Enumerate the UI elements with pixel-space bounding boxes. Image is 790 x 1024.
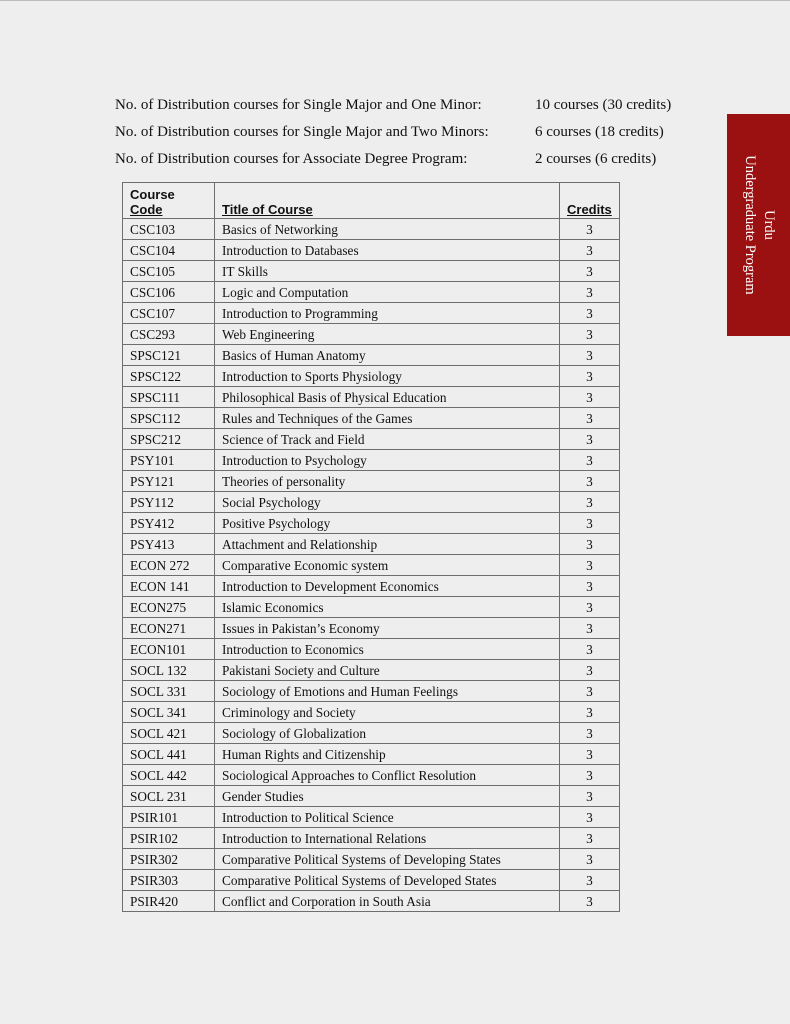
course-credits-cell: 3 [560,807,620,828]
course-credits-cell: 3 [560,303,620,324]
course-credits-cell: 3 [560,408,620,429]
table-row [123,744,620,765]
table-row [123,303,620,324]
table-row [123,261,620,282]
course-title-cell: Basics of Networking [215,219,560,240]
course-credits-cell: 3 [560,723,620,744]
course-title-cell: Criminology and Society [215,702,560,723]
table-row [123,555,620,576]
course-credits-cell: 3 [560,261,620,282]
course-code-cell: PSY112 [123,492,215,513]
summary-label: No. of Distribution courses for Single Major and One Minor: [115,97,482,113]
course-title-cell: Pakistani Society and Culture [215,660,560,681]
course-title-cell: IT Skills [215,261,560,282]
course-code-cell: PSIR303 [123,870,215,891]
course-code-cell: SOCL 421 [123,723,215,744]
table-row [123,702,620,723]
course-code-cell: PSY413 [123,534,215,555]
table-row [123,891,620,912]
header-credits-text: Credits [567,202,612,217]
course-title-cell: Introduction to Sports Physiology [215,366,560,387]
course-code-cell: CSC103 [123,219,215,240]
course-title-cell: Science of Track and Field [215,429,560,450]
course-credits-cell: 3 [560,471,620,492]
course-credits-cell: 3 [560,597,620,618]
table-row [123,387,620,408]
course-title-cell: Social Psychology [215,492,560,513]
course-code-cell: CSC107 [123,303,215,324]
course-title-cell: Human Rights and Citizenship [215,744,560,765]
course-code-cell: SPSC121 [123,345,215,366]
course-credits-cell: 3 [560,681,620,702]
course-code-cell: CSC105 [123,261,215,282]
course-code-cell: CSC293 [123,324,215,345]
course-title-cell: Logic and Computation [215,282,560,303]
table-row [123,828,620,849]
course-credits-cell: 3 [560,366,620,387]
course-code-cell: ECON 272 [123,555,215,576]
page-top-border [0,0,790,1]
course-code-cell: SPSC212 [123,429,215,450]
table-row [123,450,620,471]
course-code-cell: SPSC112 [123,408,215,429]
course-credits-cell: 3 [560,240,620,261]
course-credits-cell: 3 [560,765,620,786]
course-credits-cell: 3 [560,282,620,303]
course-title-cell: Gender Studies [215,786,560,807]
course-code-cell: ECON 141 [123,576,215,597]
course-title-cell: Comparative Economic system [215,555,560,576]
table-row [123,786,620,807]
course-credits-cell: 3 [560,345,620,366]
table-row [123,660,620,681]
summary-row [115,149,715,176]
table-row [123,639,620,660]
course-code-cell: SPSC122 [123,366,215,387]
course-code-cell: SOCL 132 [123,660,215,681]
course-credits-cell: 3 [560,555,620,576]
course-title-cell: Positive Psychology [215,513,560,534]
table-row [123,408,620,429]
course-credits-cell: 3 [560,450,620,471]
table-row [123,366,620,387]
section-side-tab [727,114,790,336]
course-code-cell: ECON271 [123,618,215,639]
course-credits-cell: 3 [560,534,620,555]
table-row [123,219,620,240]
course-code-cell: PSY412 [123,513,215,534]
course-title-cell: Basics of Human Anatomy [215,345,560,366]
table-row [123,282,620,303]
header-title [215,183,560,219]
course-code-cell: SOCL 442 [123,765,215,786]
course-code-cell: PSIR302 [123,849,215,870]
course-credits-cell: 3 [560,513,620,534]
course-credits-cell: 3 [560,576,620,597]
course-title-cell: Comparative Political Systems of Developed States [215,870,560,891]
table-header-row [123,183,620,219]
header-title-text: Title of Course [222,202,313,217]
course-code-cell: ECON275 [123,597,215,618]
table-row [123,471,620,492]
course-title-cell: Philosophical Basis of Physical Education [215,387,560,408]
course-credits-cell: 3 [560,492,620,513]
course-title-cell: Introduction to Economics [215,639,560,660]
course-credits-cell: 3 [560,324,620,345]
table-row [123,870,620,891]
course-credits-cell: 3 [560,387,620,408]
summary-value: 6 courses (18 credits) [535,124,664,140]
course-code-cell: SOCL 441 [123,744,215,765]
course-title-cell: Introduction to Databases [215,240,560,261]
course-title-cell: Sociology of Globalization [215,723,560,744]
distribution-summary [115,95,715,176]
table-row [123,597,620,618]
course-credits-cell: 3 [560,870,620,891]
table-row [123,429,620,450]
course-code-cell: PSIR101 [123,807,215,828]
course-code-cell: SOCL 231 [123,786,215,807]
course-code-cell: CSC106 [123,282,215,303]
table-row [123,534,620,555]
course-title-cell: Comparative Political Systems of Developing States [215,849,560,870]
summary-value: 2 courses (6 credits) [535,151,657,167]
course-credits-cell: 3 [560,429,620,450]
course-title-cell: Web Engineering [215,324,560,345]
table-row [123,492,620,513]
course-code-cell: CSC104 [123,240,215,261]
table-row [123,618,620,639]
course-title-cell: Conflict and Corporation in South Asia [215,891,560,912]
summary-row [115,95,715,122]
summary-value: 10 courses (30 credits) [535,97,672,113]
course-title-cell: Theories of personality [215,471,560,492]
table-row [123,681,620,702]
course-credits-cell: 3 [560,639,620,660]
course-title-cell: Introduction to International Relations [215,828,560,849]
side-tab-line2: Undergraduate Program [742,155,758,295]
summary-label: No. of Distribution courses for Associate Degree Program: [115,151,468,167]
table-row [123,765,620,786]
course-code-cell: PSY101 [123,450,215,471]
header-credits [560,183,620,219]
course-title-cell: Introduction to Programming [215,303,560,324]
course-title-cell: Attachment and Relationship [215,534,560,555]
course-credits-cell: 3 [560,219,620,240]
course-code-cell: SOCL 331 [123,681,215,702]
course-title-cell: Introduction to Development Economics [215,576,560,597]
course-credits-cell: 3 [560,744,620,765]
table-row [123,240,620,261]
course-title-cell: Sociological Approaches to Conflict Resolution [215,765,560,786]
course-title-cell: Sociology of Emotions and Human Feelings [215,681,560,702]
header-code-line1: Course [130,187,175,202]
course-title-cell: Introduction to Political Science [215,807,560,828]
table-row [123,723,620,744]
table-row [123,576,620,597]
course-code-cell: ECON101 [123,639,215,660]
course-credits-cell: 3 [560,618,620,639]
course-code-cell: SOCL 341 [123,702,215,723]
table-row [123,513,620,534]
header-code-line2: Code [130,202,163,217]
summary-row [115,122,715,149]
course-title-cell: Issues in Pakistan’s Economy [215,618,560,639]
table-row [123,324,620,345]
course-credits-cell: 3 [560,828,620,849]
course-credits-cell: 3 [560,702,620,723]
table-row [123,345,620,366]
course-credits-cell: 3 [560,849,620,870]
course-rows [123,219,620,912]
side-tab-text [727,114,790,336]
course-title-cell: Islamic Economics [215,597,560,618]
course-title-cell: Rules and Techniques of the Games [215,408,560,429]
course-code-cell: PSIR420 [123,891,215,912]
table-row [123,849,620,870]
summary-label: No. of Distribution courses for Single Major and Two Minors: [115,124,489,140]
course-code-cell: PSY121 [123,471,215,492]
side-tab-line1: Urdu [761,210,777,240]
course-title-cell: Introduction to Psychology [215,450,560,471]
header-course-code [123,183,215,219]
course-table [122,182,620,912]
course-code-cell: SPSC111 [123,387,215,408]
course-code-cell: PSIR102 [123,828,215,849]
course-credits-cell: 3 [560,786,620,807]
course-credits-cell: 3 [560,660,620,681]
course-credits-cell: 3 [560,891,620,912]
table-row [123,807,620,828]
